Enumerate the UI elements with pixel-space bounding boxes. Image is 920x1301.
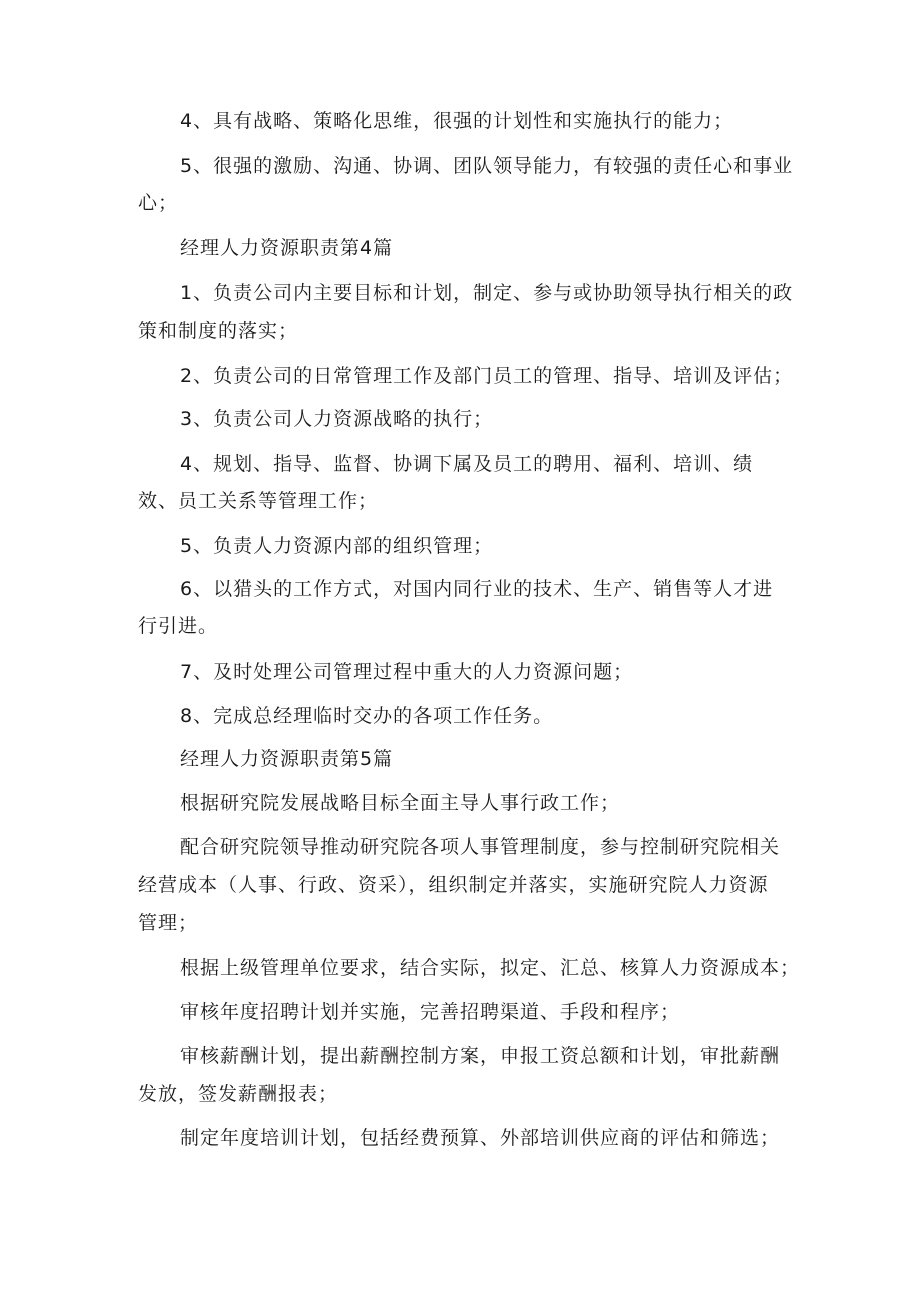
paragraph-line: 5、负责人力资源内部的组织管理； (180, 535, 494, 557)
paragraph-line: 效、员工关系等管理工作； (138, 490, 379, 512)
paragraph-line: 行引进。 (138, 615, 219, 637)
paragraph-line: 2、负责公司的日常管理工作及部门员工的管理、指导、培训及评估； (180, 365, 794, 387)
paragraph-line: 经营成本（人事、行政、资采），组织制定并落实，实施研究院人力资源 (138, 874, 769, 896)
section-heading: 经理人力资源职责第4篇 (180, 237, 394, 259)
paragraph-line: 制定年度培训计划，包括经费预算、外部培训供应商的评估和筛选； (180, 1127, 781, 1149)
paragraph-line: 8、完成总经理临时交办的各项工作任务。 (180, 705, 554, 727)
paragraph-line: 根据研究院发展战略目标全面主导人事行政工作； (180, 792, 621, 814)
paragraph-line: 审核年度招聘计划并实施，完善招聘渠道、手段和程序； (180, 1001, 681, 1023)
paragraph-line: 1、负责公司内主要目标和计划，制定、参与或协助领导执行相关的政 (180, 282, 794, 304)
paragraph-line: 4、具有战略、策略化思维，很强的计划性和实施执行的能力； (180, 110, 734, 132)
paragraph-line: 3、负责公司人力资源战略的执行； (180, 408, 494, 430)
paragraph-line: 7、及时处理公司管理过程中重大的人力资源问题； (180, 661, 634, 683)
section-heading: 经理人力资源职责第5篇 (180, 748, 394, 770)
paragraph-line: 根据上级管理单位要求，结合实际，拟定、汇总、核算人力资源成本； (180, 957, 801, 979)
paragraph-line: 管理； (138, 912, 199, 934)
paragraph-line: 配合研究院领导推动研究院各项人事管理制度，参与控制研究院相关 (180, 836, 781, 858)
paragraph-line: 策和制度的落实； (138, 320, 299, 342)
paragraph-line: 心； (138, 192, 179, 214)
paragraph-line: 6、以猎头的工作方式，对国内同行业的技术、生产、销售等人才进 (180, 578, 774, 600)
paragraph-line: 发放，签发薪酬报表； (138, 1083, 339, 1105)
paragraph-line: 4、规划、指导、监督、协调下属及员工的聘用、福利、培训、绩 (180, 453, 754, 475)
paragraph-line: 5、很强的激励、沟通、协调、团队领导能力，有较强的责任心和事业 (180, 155, 794, 177)
paragraph-line: 审核薪酬计划，提出薪酬控制方案，申报工资总额和计划，审批薪酬 (180, 1045, 781, 1067)
